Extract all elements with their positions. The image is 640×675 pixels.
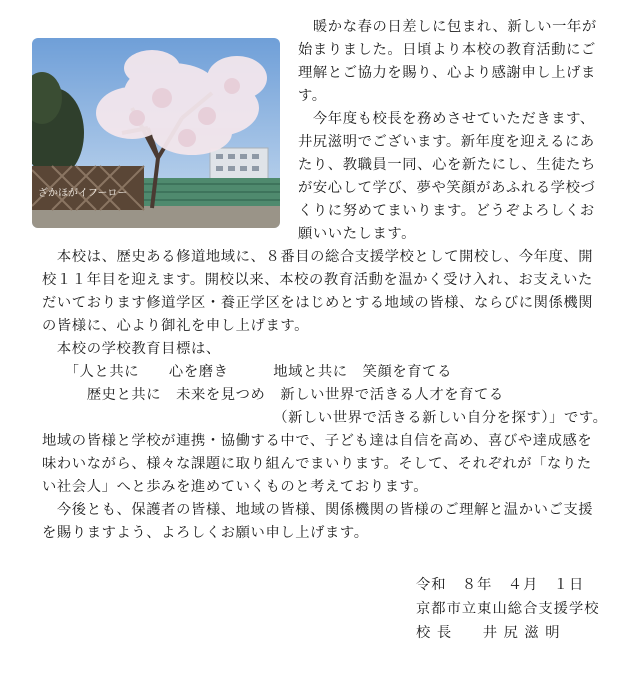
photo-sign-text: ざかほがイフーロー: [38, 188, 128, 199]
photo-illustration: [32, 38, 280, 228]
intro-line-9: くりに努めてまいります。どうぞよろしくお: [298, 203, 595, 219]
intro-line-4: す。: [298, 88, 327, 104]
intro-line-3: 理解とご協力を賜り、心より感謝申し上げま: [298, 65, 596, 81]
body-line-3: だいております修道学区・養正学区をはじめとする地域の皆様、ならびに関係機関: [42, 295, 594, 311]
body-line-4: の皆様に、心より御礼を申し上げます。: [42, 318, 309, 334]
intro-line-1: 暖かな春の日差しに包まれ、新しい一年が: [298, 19, 597, 35]
body-line-8: い社会人」へと歩みを進めていくものと考えております。: [42, 479, 429, 495]
intro-line-2: 始まりました。日頃より本校の教育活動にご: [298, 42, 596, 58]
goal-line-3: （新しい世界で活きる新しい自分を探す）」です。: [42, 410, 608, 426]
intro-line-7: たり、教職員一同、心を新たにし、生徒たち: [298, 157, 596, 173]
body-line-9: 今後とも、保護者の皆様、地域の皆様、関係機関の皆様のご理解と温かいご支援: [42, 502, 594, 518]
body-line-7: 味わいながら、様々な課題に取り組んでまいります。そして、それぞれが「なりた: [42, 456, 592, 472]
signature-date: 令和 ８年 ４月 １日: [416, 577, 585, 593]
signature-school: 京都市立東山総合支援学校: [416, 601, 600, 617]
body-line-5: 本校の学校教育目標は、: [42, 341, 221, 357]
goal-line-1: 「人と共に 心を磨き 地域と共に 笑顔を育てる: [42, 364, 452, 380]
cherry-blossom-school-photo: [32, 38, 280, 228]
goal-line-2: 歴史と共に 未来を見つめ 新しい世界で活きる人才を育てる: [42, 387, 504, 403]
body-line-2: 校１１年目を迎えます。開校以来、本校の教育活動を温かく受け入れ、お支えいた: [42, 272, 593, 288]
body-line-1: 本校は、歴史ある修道地域に、８番目の総合支援学校として開校し、今年度、開: [42, 249, 594, 265]
intro-line-5: 今年度も校長を務めさせていただきます、: [298, 111, 595, 127]
intro-line-6: 井尻滋明でございます。新年度を迎えるにあ: [298, 134, 595, 150]
body-line-6: 地域の皆様と学校が連携・協働する中で、子ども達は自信を高め、喜びや達成感を: [42, 433, 593, 449]
intro-line-8: が安心して学び、夢や笑顔があふれる学校づ: [298, 180, 596, 196]
body-line-10: を賜りますよう、よろしくお願い申し上げます。: [42, 525, 369, 541]
signature-principal: 校 長 井 尻 滋 明: [416, 625, 561, 641]
intro-line-10: 願いいたします。: [298, 226, 417, 242]
